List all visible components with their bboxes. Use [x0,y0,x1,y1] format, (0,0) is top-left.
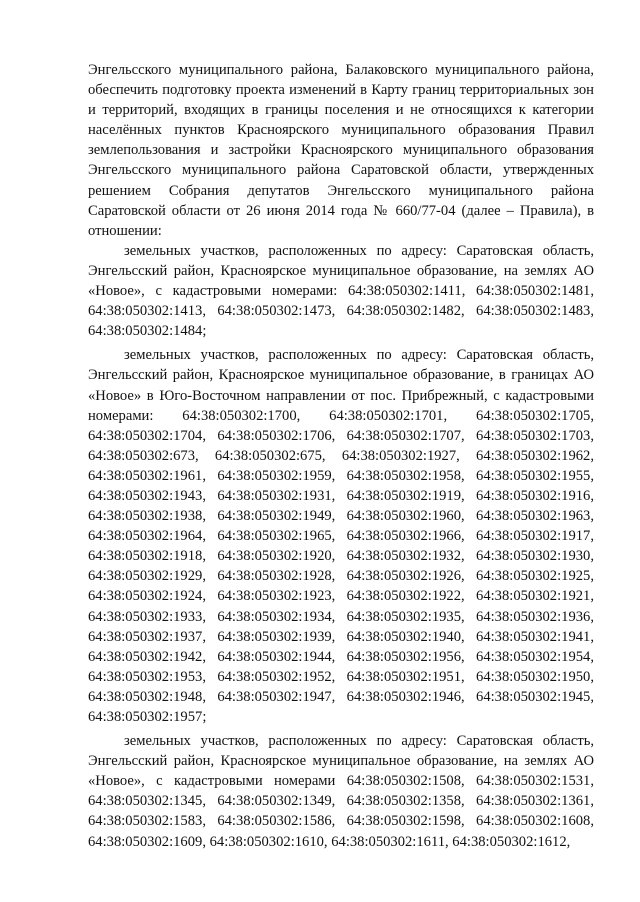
paragraph-plots-3: земельных участков, расположенных по адресу: Саратовская область, Энгельсский район, Красноярское муниципальное образование, на землях АО «Новое», с кадастровыми номерами 64:38:050302:1508, 64:38:050302:1531, 64:38:050302:1345, 64:38:050302:1349, 64:38:050302:1358, 64:38:050302:1361, 64:38:050302:1583, 64:38:050302:1586, 64:38:050302:1598, 64:38:050302:1608, 64:38:050302:1609, 64:38:050302:1610, 64:38:050302:1611, 64:38:050302:1612, [88,733,594,850]
paragraph-plots-1: земельных участков, расположенных по адресу: Саратовская область, Энгельсский район, Красноярское муниципальное образование, на землях АО «Новое», с кадастровыми номерами: 64:38:050302:1411, 64:38:050302:1481, 64:38:050302:1413, 64:38:050302:1473, 64:38:050302:1482, 64:38:050302:1483, 64:38:050302:1484; [88,242,594,340]
paragraph-intro: Энгельсского муниципального района, Балаковского муниципального района, обеспечить подготовку проекта изменений в Карту границ территориальных зон и территорий, входящих в границы поселения и не относящихся к категории населённых пунктов Красноярского муниципального образования Правил землепользования и застройки Красноярского муниципального образования Энгельсского муниципального района Саратовской области, утвержденных решением Собрания депутатов Энгельсского муниципального района Саратовской области от 26 июня 2014 года № 660/77-04 (далее – Правила), в отношении: [88,62,594,239]
paragraph-plots-2: земельных участков, расположенных по адресу: Саратовская область, Энгельсский район, Красноярское муниципальное образование, в границах АО «Новое» в Юго-Восточном направлении от пос. Прибрежный, с кадастровыми номерами: 64:38:050302:1700, 64:38:050302:1701, 64:38:050302:1705, 64:38:050302:1704, 64:38:050302:1706, 64:38:050302:1707, 64:38:050302:1703, 64:38:050302:673, 64:38:050302:675, 64:38:050302:1927, 64:38:050302:1962, 64:38:050302:1961, 64:38:050302:1959, 64:38:050302:1958, 64:38:050302:1955, 64:38:050302:1943, 64:38:050302:1931, 64:38:050302:1919, 64:38:050302:1916, 64:38:050302:1938, 64:38:050302:1949, 64:38:050302:1960, 64:38:050302:1963, 64:38:050302:1964, 64:38:050302:1965, 64:38:050302:1966, 64:38:050302:1917, 64:38:050302:1918, 64:38:050302:1920, 64:38:050302:1932, 64:38:050302:1930, 64:38:050302:1929, 64:38:050302:1928, 64:38:050302:1926, 64:38:050302:1925, 64:38:050302:1924, 64:38:050302:1923, 64:38:050302:1922, 64:38:050302:1921, 64:38:050302:1933, 64:38:050302:1934, 64:38:050302:1935, 64:38:050302:1936, 64:38:050302:1937, 64:38:050302:1939, 64:38:050302:1940, 64:38:050302:1941, 64:38:050302:1942, 64:38:050302:1944, 64:38:050302:1956, 64:38:050302:1954, 64:38:050302:1953, 64:38:050302:1952, 64:38:050302:1951, 64:38:050302:1950, 64:38:050302:1948, 64:38:050302:1947, 64:38:050302:1946, 64:38:050302:1945, 64:38:050302:1957; [88,347,594,725]
